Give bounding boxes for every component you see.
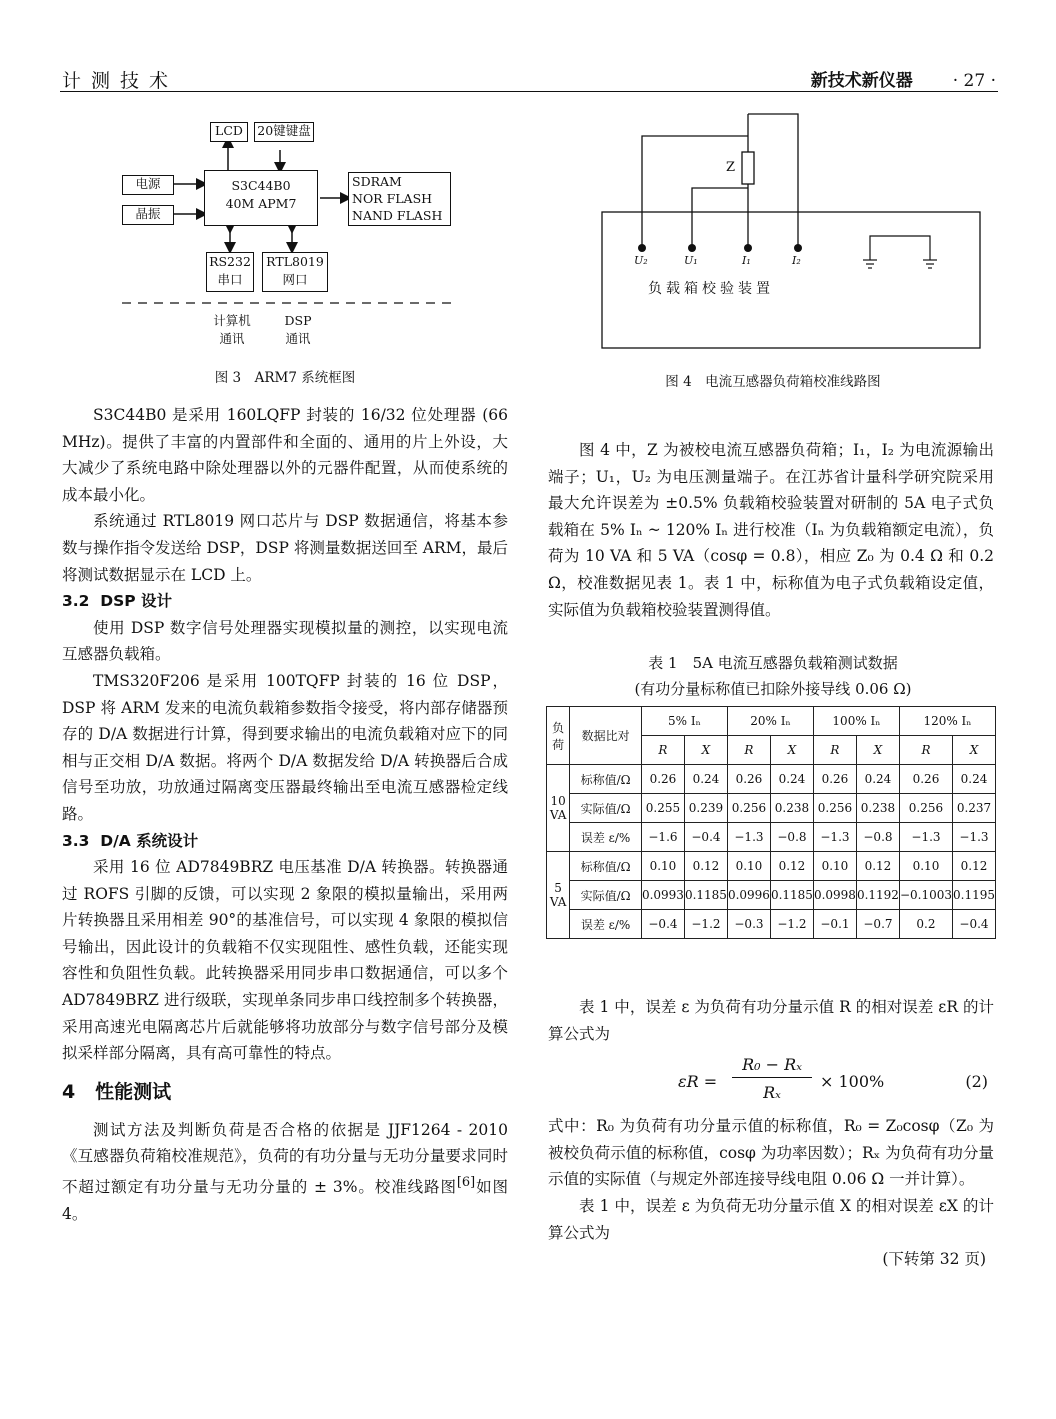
value-cell: −1.3: [953, 823, 996, 852]
value-cell: 0.255: [641, 794, 684, 823]
left-paragraph-1: S3C44B0 是采用 160LQFP 封装的 16/32 位处理器 (66 MHz)。提供了丰富的内置部件和全面的、通用的片上外设，大大减少了系统电路中除处理器以外的元器件配置，从而使系统的成本最小化。: [62, 406, 508, 504]
value-cell: 0.26: [899, 765, 952, 794]
value-cell: 0.256: [899, 794, 952, 823]
value-cell: 0.10: [813, 852, 856, 881]
left-paragraph-3: 使用 DSP 数字信号处理器实现模拟量的测控，以实现电流互感器负载箱。: [62, 618, 508, 664]
rtl8019-label-1: RTL8019: [266, 254, 324, 269]
value-cell: 0.12: [684, 852, 727, 881]
table-row: [547, 910, 996, 939]
value-cell: 0.10: [641, 852, 684, 881]
value-cell: 0.12: [770, 852, 813, 881]
page-number: · 27 ·: [952, 71, 996, 91]
table-body: [547, 765, 996, 939]
formula-rhs: × 100%: [820, 1072, 885, 1092]
continued-note: (下转第 32 页): [882, 1250, 986, 1269]
value-cell: 0.26: [727, 765, 770, 794]
value-cell: 0.12: [953, 852, 996, 881]
table-title-line-2: (有功分量标称值已扣除外接导线 0.06 Ω): [634, 680, 912, 698]
table-title-line-1: 表 1 5A 电流互感器负载箱测试数据: [648, 654, 898, 672]
cpu-box: [204, 170, 318, 226]
left-paragraph-2: 系统通过 RTL8019 网口芯片与 DSP 数据通信，将基本参数与操作指令发送给 DSP，DSP 将测量数据送回至 ARM，最后将测试数据显示在 LCD 上。: [62, 512, 508, 584]
value-cell: −0.1003: [899, 881, 952, 910]
figure-4-caption: 图 4 电流互感器负荷箱校准线路图: [665, 374, 881, 390]
table-row: [547, 765, 996, 794]
formula-numerator: R₀ − Rₓ: [732, 1053, 812, 1078]
cpu-label-1: S3C44B0: [231, 178, 291, 193]
left-paragraph-4: TMS320F206 是采用 100TQFP 封装的 16 位 DSP，DSP 将 ARM 发来的电流负载箱参数指令接受，将内部存储器预存的 D/A 数据进行计算，得到要求输出的电流负载箱对应下的同相与正交相 D/A 数据。将两个 D/A 数据发给 D/A 转换器后合成信号至功放，功放通过隔离变压器最终输出至电流互感器检定线路。: [62, 671, 508, 823]
value-cell: 0.10: [899, 852, 952, 881]
value-cell: 0.1195: [953, 881, 996, 910]
section-name: 新技术新仪器: [810, 71, 913, 91]
header-pct-100: 100% Iₙ: [813, 707, 899, 736]
value-cell: −0.1: [813, 910, 856, 939]
terminal-u2-label: U₂: [634, 254, 648, 267]
terminal-u1-label: U₁: [684, 254, 698, 267]
citation-ref: [6]: [456, 1175, 476, 1191]
value-cell: 0.1185: [770, 881, 813, 910]
value-cell: 0.239: [684, 794, 727, 823]
value-cell: −1.6: [641, 823, 684, 852]
header-r: R: [727, 736, 770, 765]
pc-comm-label: [208, 312, 256, 348]
header-x: X: [953, 736, 996, 765]
rtl8019-label-2: 网口: [282, 272, 308, 287]
header-rule: [60, 91, 998, 92]
value-cell: −0.8: [856, 823, 899, 852]
header-x: X: [856, 736, 899, 765]
value-cell: 0.24: [856, 765, 899, 794]
header-x: X: [684, 736, 727, 765]
value-cell: 0.1192: [856, 881, 899, 910]
left-paragraph-6: [62, 1117, 508, 1228]
power-label: 电源: [135, 176, 161, 191]
device-label: 负载箱校验装置: [648, 281, 774, 297]
rtl8019-box: [262, 252, 328, 292]
value-cell: −0.4: [684, 823, 727, 852]
header-right: [811, 66, 996, 91]
row-label: 实际值/Ω: [570, 881, 642, 910]
left-paragraph-6-text: 测试方法及判断负荷是否合格的依据是 JJF1264 - 2010《互感器负荷箱校准规范》，负荷的有功分量与无功分量要求同时不超过额定有功分量与无功分量的 ± 3%。校准线路图: [62, 1120, 508, 1197]
value-cell: 0.12: [856, 852, 899, 881]
header-ratio: 数据比对: [570, 707, 642, 765]
row-label: 误差 ε/%: [570, 823, 642, 852]
value-cell: −1.2: [770, 910, 813, 939]
value-cell: 0.237: [953, 794, 996, 823]
table-row: [547, 881, 996, 910]
value-cell: 0.26: [813, 765, 856, 794]
figure-3: [110, 110, 470, 370]
terminal-i1-label: I₁: [742, 254, 751, 267]
pc-comm-label-2: 通讯: [219, 331, 245, 346]
value-cell: 0.24: [770, 765, 813, 794]
table-row: [547, 823, 996, 852]
header-r: R: [899, 736, 952, 765]
section-3-3-title: D/A 系统设计: [100, 831, 199, 850]
value-cell: −0.8: [770, 823, 813, 852]
sdram-label: SDRAM: [352, 174, 402, 189]
right-paragraph-2: 表 1 中，误差 ε 为负荷有功分量示值 R 的相对误差 εR 的计算公式为: [548, 998, 994, 1043]
value-cell: 0.0998: [813, 881, 856, 910]
section-3-2-title: DSP 设计: [100, 592, 173, 611]
figure-4-circuit: [590, 108, 990, 353]
value-cell: 0.238: [770, 794, 813, 823]
figure-3-caption: 图 3 ARM7 系统框图: [214, 370, 356, 386]
dsp-comm-label: [274, 312, 322, 348]
value-cell: 0.238: [856, 794, 899, 823]
keyboard-label: 20键键盘: [257, 123, 311, 138]
value-cell: 0.24: [953, 765, 996, 794]
header-x: X: [770, 736, 813, 765]
value-cell: −0.7: [856, 910, 899, 939]
value-cell: 0.256: [813, 794, 856, 823]
row-label: 标称值/Ω: [570, 765, 642, 794]
section-3-2-number: 3.2: [62, 592, 90, 611]
section-3-2-heading: [62, 588, 508, 615]
lcd-label: LCD: [215, 123, 243, 138]
dsp-comm-label-1: DSP: [284, 313, 312, 328]
cpu-label-2: 40M APM7: [225, 196, 297, 211]
formula-lhs: εR =: [678, 1072, 718, 1092]
section-4-heading: [62, 1075, 508, 1109]
formula-denominator: Rₓ: [763, 1083, 781, 1103]
table-row: [547, 852, 996, 881]
left-paragraph-6-end: 如图 4。: [62, 1178, 508, 1223]
load-cell: 10 VA: [547, 765, 570, 852]
memory-box: [348, 172, 451, 226]
left-column: [62, 402, 508, 1227]
row-label: 标称值/Ω: [570, 852, 642, 881]
value-cell: 0.0993: [641, 881, 684, 910]
header-pct-20: 20% Iₙ: [727, 707, 813, 736]
left-paragraph-5: 采用 16 位 AD7849BRZ 电压基准 D/A 转换器。转换器通过 ROFS 引脚的反馈，可以实现 2 象限的模拟量输出，采用两片转换器且采用相差 90°的基准信号，可以实现 4 象限的模拟信号输出，因此设计的负载箱不仅实现阻性、感性负载，还能实现容性和负阻性负载。此转换器采用同步串口数据通信，可以多个 AD7849BRZ 进行级联，实现单条同步串口线控制多个转换器，采用高速光电隔离芯片后就能够将功放部分与数字信号部分及模拟采样部分隔离，具有高可靠性的特点。: [62, 858, 508, 1063]
value-cell: 0.1185: [684, 881, 727, 910]
value-cell: −1.3: [727, 823, 770, 852]
header-r: R: [641, 736, 684, 765]
crystal-box: [122, 205, 174, 225]
formula-2: [548, 1051, 994, 1109]
header-r: R: [813, 736, 856, 765]
dsp-comm-label-2: 通讯: [285, 331, 311, 346]
header-pct-120: 120% Iₙ: [899, 707, 995, 736]
value-cell: −0.4: [641, 910, 684, 939]
value-cell: −1.2: [684, 910, 727, 939]
value-cell: 0.10: [727, 852, 770, 881]
journal-name: 计测技术: [62, 70, 179, 92]
value-cell: −0.3: [727, 910, 770, 939]
z-label: Z: [726, 160, 736, 175]
rs232-label-1: RS232: [209, 254, 251, 269]
section-4-title: 性能测试: [95, 1080, 172, 1103]
value-cell: 0.26: [641, 765, 684, 794]
terminal-i2-label: I₂: [792, 254, 801, 267]
rs232-label-2: 串口: [217, 272, 243, 287]
crystal-label: 晶振: [135, 206, 161, 221]
table-row: [547, 794, 996, 823]
value-cell: 0.0996: [727, 881, 770, 910]
right-column-top: [548, 437, 994, 623]
pc-comm-label-1: 计算机: [213, 313, 251, 328]
right-paragraph-3: 式中：R₀ 为负荷有功分量示值的标称值，R₀ = Z₀cosφ（Z₀ 为被校负荷示值的标称值，cosφ 为功率因数）；Rₓ 为负荷有功分量示值的实际值（与规定外部连接导线电阻 0.06 Ω 一并计算）。: [548, 1117, 994, 1189]
value-cell: −1.3: [899, 823, 952, 852]
load-cell: 5 VA: [547, 852, 570, 939]
power-box: [122, 175, 174, 195]
value-cell: 0.2: [899, 910, 952, 939]
header-load: 负荷: [547, 707, 570, 765]
rs232-box: [206, 252, 254, 292]
section-3-3-heading: [62, 828, 508, 855]
nor-flash-label: NOR FLASH: [352, 191, 433, 206]
keyboard-box: [254, 122, 314, 142]
right-paragraph-4: 表 1 中，误差 ε 为负荷无功分量示值 X 的相对误差 εX 的计算公式为: [548, 1196, 994, 1242]
section-3-3-number: 3.3: [62, 831, 90, 850]
nand-flash-label: NAND FLASH: [352, 208, 443, 223]
value-cell: 0.24: [684, 765, 727, 794]
header-pct-5: 5% Iₙ: [641, 707, 727, 736]
row-label: 误差 ε/%: [570, 910, 642, 939]
formula-number: (2): [965, 1072, 988, 1092]
section-4-number: 4: [62, 1080, 76, 1103]
value-cell: −1.3: [813, 823, 856, 852]
data-table: [546, 706, 996, 939]
right-paragraph-1: 图 4 中，Z 为被校电流互感器负荷箱；I₁，I₂ 为电流源输出端子；U₁，U₂ 为电压测量端子。在江苏省计量科学研究院采用最大允许误差为 ±0.5% 负载箱校验装置对研制的 5A 电子式负载箱在 5% Iₙ ~ 120% Iₙ 进行校准（Iₙ 为负载箱额定电流），负荷为 10 VA 和 5 VA（cosφ = 0.8），相应 Z₀ 为 0.4 Ω 和 0.2 Ω，校准数据见表 1。表 1 中，标称值为电子式负载箱设定值，实际值为负载箱校验装置测得值。: [548, 441, 994, 619]
value-cell: −0.4: [953, 910, 996, 939]
table-header-row-1: [547, 707, 996, 736]
lcd-box: [210, 122, 248, 142]
value-cell: 0.256: [727, 794, 770, 823]
figure-4: [590, 108, 990, 353]
table-title: [548, 650, 998, 702]
row-label: 实际值/Ω: [570, 794, 642, 823]
right-column-bottom: [548, 994, 994, 1273]
